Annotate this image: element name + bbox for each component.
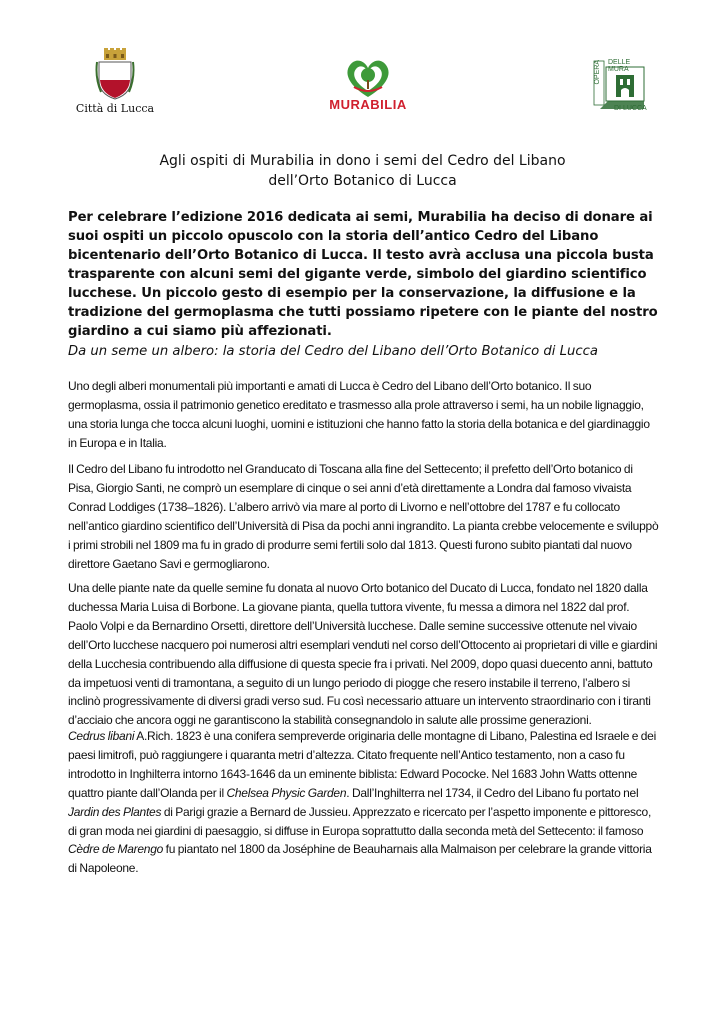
opera-delle-mura-logo <box>592 57 652 113</box>
citta-di-lucca-logo <box>70 48 160 118</box>
murabilia-wordmark: MURABILIA <box>329 97 407 112</box>
body-paragraph-4 <box>68 727 660 878</box>
mura-text-opera: OPERA <box>594 60 601 85</box>
title-line-1: Agli ospiti di Murabilia in dono i semi del Cedro del Libano <box>159 153 566 169</box>
murabilia-logo <box>328 55 408 135</box>
crown-shield-icon <box>95 48 135 100</box>
section-subheading: Da un seme un albero: la storia del Cedro del Libano dell’Orto Botanico di Lucca <box>68 344 598 359</box>
mura-text-di-lucca: DI LUCCA <box>614 105 647 112</box>
p4-text-a: A.Rich. 1823 è una conifera sempreverde originaria delle montagne di Libano, Palestina ed Israele e dei paesi limitrofi, può raggiungere i quaranta metri d’altezza. Citato frequente nell’Antico testamento, non a caso fu introdotto in Inghilterra intorno 1643-1646 da un eminente biblista: Edward Pococke. Nel 1683 John Watts ottenne quattro piante dall’Olanda per il <box>68 729 656 800</box>
document-title <box>70 151 655 191</box>
p4-text-b: . Dall’Inghilterra nel 1734, il Cedro del Libano fu portato nel <box>346 785 639 800</box>
p4-text-d: fu piantato nel 1800 da Joséphine de Beauharnais alla Malmaison per celebrare la grande vittoria di Napoleone. <box>68 842 652 876</box>
cedre-marengo-name: Cèdre de Marengo <box>68 842 164 857</box>
body-paragraph-2: Il Cedro del Libano fu introdotto nel Granducato di Toscana alla fine del Settecento; il prefetto dell’Orto botanico di Pisa, Giorgio Santi, ne comprò un esemplare di cinque o sei anni d’età direttamente a Londra dal famoso vivaista Conrad Loddiges (1738–1826). L’albero arrivò via mare al porto di Livorno e nell’ottobre del 1787 e fu collocato nell’antico giardino scientifico dell’Università di Pisa da pochi anni ingrandito. La pianta crebbe velocemente e sviluppò i primi strobili nel 1809 ma fu in grado di produrre semi fertili solo dal 1813. Questi furono subito piantati dal nuovo direttore Gaetano Savi e germogliarono. <box>68 462 659 571</box>
citta-di-lucca-caption: Città di Lucca <box>75 102 155 115</box>
chelsea-garden-name: Chelsea Physic Garden <box>226 785 347 800</box>
title-line-2: dell’Orto Botanico di Lucca <box>268 173 457 189</box>
mura-text-delle-mura: DELLE MURA <box>608 59 631 73</box>
p4-text-c: di Parigi grazie a Bernard de Jussieu. Apprezzato e ricercato per l’aspetto imponente e pittoresco, di gran moda nei giardini di paesaggio, si diffuse in Europa soprattutto dalla seconda metà del Settecento: il famoso <box>68 804 652 838</box>
body-paragraph-1: Uno degli alberi monumentali più importanti e amati di Lucca è Cedro del Libano dell’Orto botanico. Il suo germoplasma, ossia il patrimonio genetico ereditato e trasmesso alla prole attraverso i semi, ha un nobile lignaggio, una storia lunga che tocca alcuni luoghi, uomini e istituzioni che hanno fatto la storia della botanica e del giardinaggio in Europa e in Italia. <box>68 379 650 450</box>
jardin-plantes-name: Jardin des Plantes <box>68 804 162 819</box>
species-name: Cedrus libani <box>68 729 135 743</box>
body-paragraph-3: Una delle piante nate da quelle semine fu donata al nuovo Orto botanico del Ducato di Lucca, fondato nel 1820 dalla duchessa Maria Luisa di Borbone. La giovane pianta, quella tuttora vivente, fu messa a dimora nel 1822 dal prof. Paolo Volpi e da Bernardino Orsetti, direttore dell’Università lucchese. Dalle semine successive ottenute nel vivaio dell’Orto lucchese nacquero poi numerosi altri esemplari venduti nel corso dell’Ottocento ai proprietari di ville e giardini della Lucchesia contribuendo alla diffusione di questa specie fra i privati. Nel 2009, dopo quasi duecento anni, battuto da impetuosi venti di tramontana, a seguito di un lungo periodo di piogge che resero instabile il terreno, l’albero si inclinò progressivamente di diversi gradi verso sud. Fu così necessario attuare un intervento straordinario con i tiranti d’acciaio che ancora oggi ne garantiscono la stabilità consegnandolo in salute alle prossime generazioni. <box>68 581 658 728</box>
intro-paragraph: Per celebrare l’edizione 2016 dedicata ai semi, Murabilia ha deciso di donare ai suoi ospiti un piccolo opuscolo con la storia dell’antico Cedro del Libano bicentenario dell’Orto Botanico di Lucca. Il testo avrà acclusa una piccola busta trasparente con alcuni semi del gigante verde, simbolo del giardino scientifico lucchese. Un piccolo gesto di esempio per la conservazione, la diffusione e la tradizione del germoplasma che tutti possiamo ripetere con le piante del nostro giardino a cui siamo più affezionati. <box>68 210 658 339</box>
heart-tree-icon <box>338 55 398 99</box>
